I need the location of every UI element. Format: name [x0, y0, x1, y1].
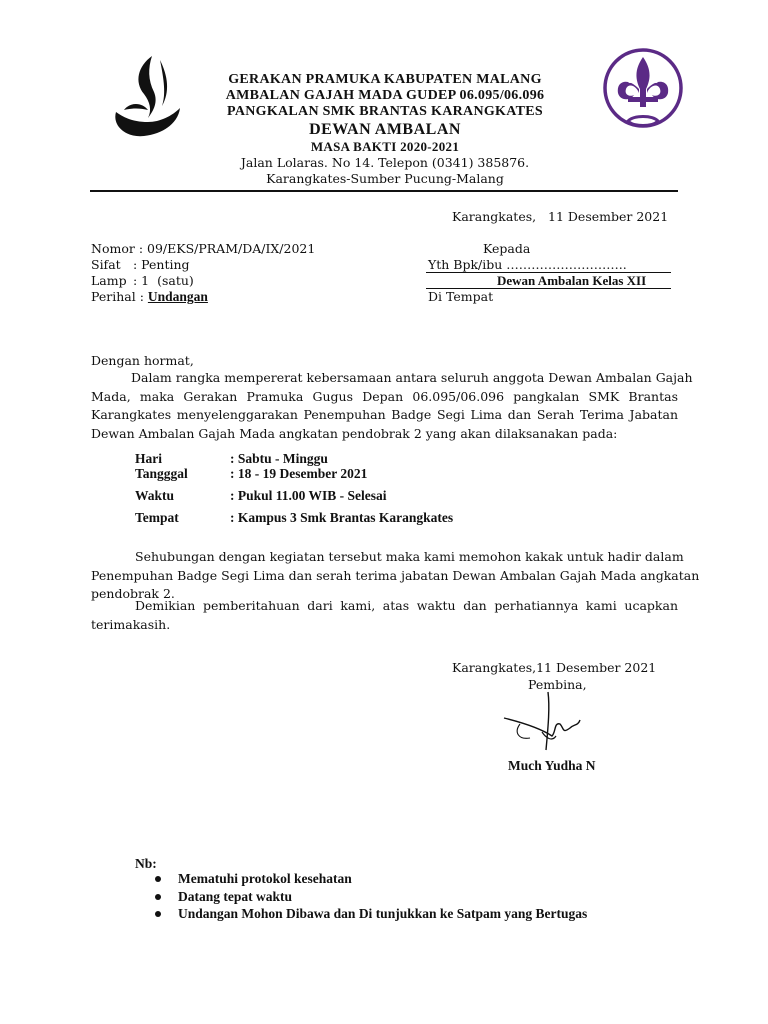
paragraph-line: Dewan Ambalan Gajah Mada angkatan pendobrak 2 yang akan dilaksanakan pada: [91, 425, 618, 441]
recipient-place: Di Tempat [428, 289, 494, 304]
sifat-label: Sifat [91, 257, 121, 272]
address-line-1: Jalan Lolaras. No 14. Telepon (0341) 385876. [240, 155, 530, 170]
body-paragraph-1 [91, 369, 693, 443]
schedule-value: : Sabtu - Minggu [230, 451, 328, 466]
nomor-label: Nomor [91, 241, 135, 256]
paragraph-line: pendobrak 2. [91, 586, 175, 601]
ambalan-name: AMBALAN GAJAH MADA GUDEP 06.095/06.096 [225, 88, 545, 103]
note-item [155, 889, 292, 905]
schedule-key: Tempat [135, 510, 179, 525]
period: MASA BAKTI 2020-2021 [310, 139, 460, 154]
header-divider [90, 190, 678, 192]
schedule-value: : Pukul 11.00 WIB - Selesai [230, 488, 387, 503]
note-text: Mematuhi protokol kesehatan [178, 871, 352, 886]
paragraph-line: Karangkates menyelenggarakan Penempuhan Badge Segi Lima dan Serah Terima Jabatan [91, 407, 678, 422]
note-item [155, 871, 352, 887]
bullet-icon [155, 894, 161, 900]
schedule-value: : 18 - 19 Desember 2021 [230, 466, 368, 481]
paragraph-line: Mada, maka Gerakan Pramuka Gugus Depan 06.095/06.096 pangkalan SMK Brantas [91, 388, 678, 404]
schedule-key: Waktu [135, 488, 175, 503]
schedule-key: Tangggal [135, 466, 188, 481]
nomor-value: : 09/EKS/PRAM/DA/IX/2021 [138, 241, 316, 256]
bullet-icon [155, 876, 161, 882]
note-item [155, 906, 587, 922]
salutation: Dengan hormat, [91, 353, 194, 368]
paragraph-line: Penempuhan Badge Segi Lima dan serah terima jabatan Dewan Ambalan Gajah Mada angkatan [91, 567, 700, 583]
paragraph-line: terimakasih. [91, 616, 171, 632]
recipient-salutation: Yth Bpk/ibu ……………………….. [428, 257, 627, 272]
recipient-name: Dewan Ambalan Kelas XII [497, 273, 647, 288]
address-line-2: Karangkates-Sumber Pucung-Malang [266, 171, 504, 186]
letter-date: Karangkates, 11 Desember 2021 [452, 209, 669, 224]
note-text: Datang tepat waktu [178, 889, 293, 904]
sifat-value: : Penting [133, 257, 190, 272]
organization-name: GERAKAN PRAMUKA KABUPATEN MALANG [228, 72, 542, 87]
perihal-row [91, 289, 208, 305]
closing-role: Pembina, [528, 677, 587, 692]
lamp-label: Lamp [91, 273, 127, 288]
closing-date: Karangkates,11 Desember 2021 [452, 660, 657, 675]
notes-label: Nb: [135, 856, 157, 871]
handwritten-signature [500, 688, 590, 760]
body-paragraph-2 [91, 548, 700, 604]
paragraph-line: Demikian pemberitahuan dari kami, atas waktu dan perhatiannya kami ucapkan [135, 598, 678, 613]
body-paragraph-3 [91, 597, 678, 634]
note-text: Undangan Mohon Dibawa dan Di tunjukkan ke Satpam yang Bertugas [178, 906, 588, 921]
perihal-value: Undangan [147, 289, 208, 304]
signatory-name: Much Yudha N [508, 758, 596, 773]
lamp-value: : 1 (satu) [133, 273, 194, 288]
paragraph-line: Dalam rangka mempererat kebersamaan antara seluruh anggota Dewan Ambalan Gajah [131, 370, 693, 385]
kepada-label: Kepada [483, 241, 531, 256]
nomor-row [91, 241, 315, 256]
letterhead-title: DEWAN AMBALAN [309, 121, 461, 138]
paragraph-line: Sehubungan dengan kegiatan tersebut maka kami memohon kakak untuk hadir dalam [135, 549, 684, 564]
perihal-label: Perihal : [91, 289, 144, 304]
bullet-icon [155, 911, 161, 917]
schedule-key: Hari [135, 451, 162, 466]
pangkalan-name: PANGKALAN SMK BRANTAS KARANGKATES [227, 104, 543, 119]
schedule-value: : Kampus 3 Smk Brantas Karangkates [230, 510, 454, 525]
